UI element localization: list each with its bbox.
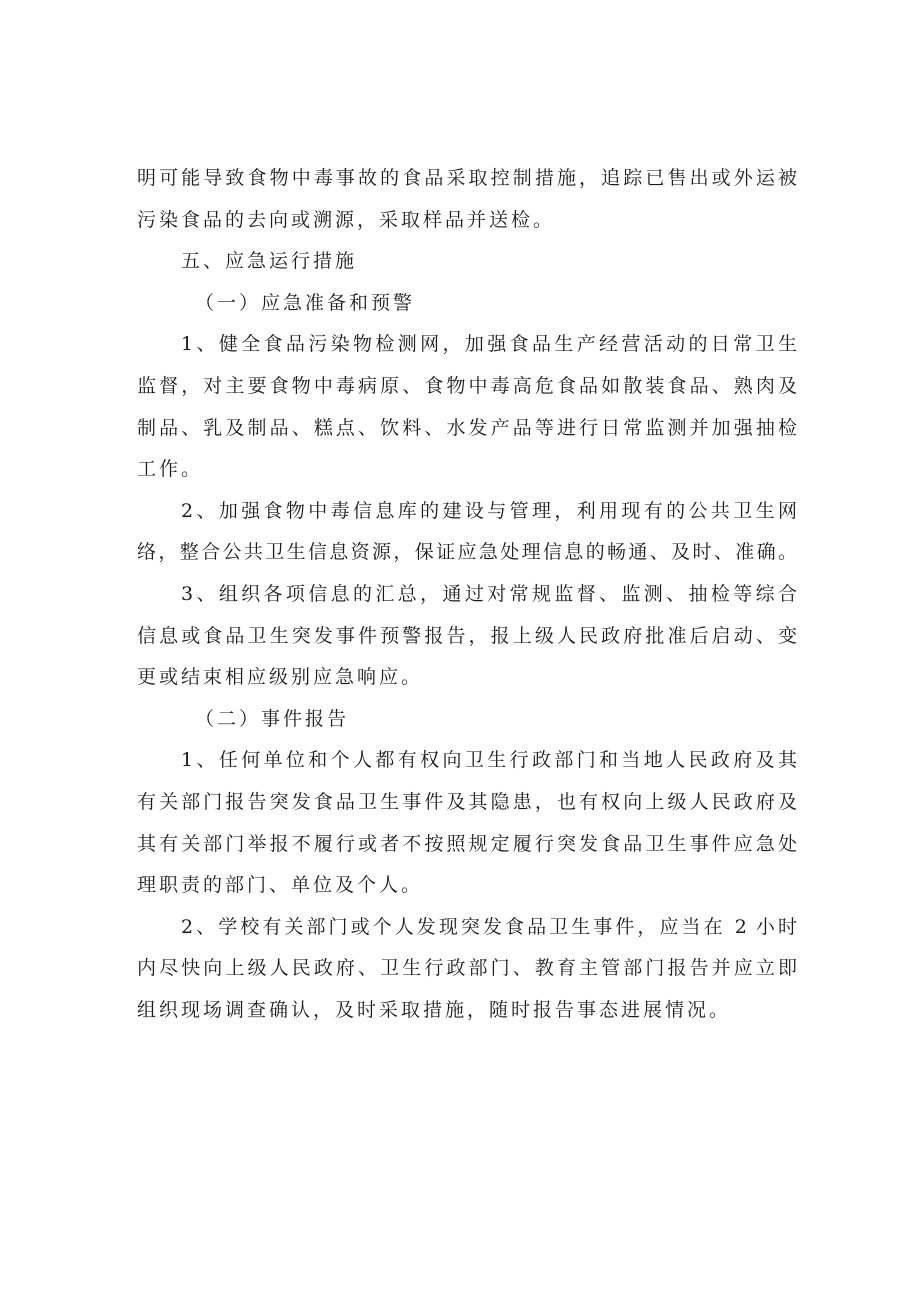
body-line: 1、任何单位和个人都有权向卫生行政部门和当地人民政府及其 <box>181 749 797 772</box>
body-line: 2、学校有关部门或个人发现突发食品卫生事件，应当在 2 小时 <box>181 915 797 938</box>
body-line: 理职责的部门、单位及个人。 <box>137 874 424 897</box>
body-line: 监督，对主要食物中毒病原、食物中毒高危食品如散装食品、熟肉及 <box>137 374 797 397</box>
section-heading: 五、应急运行措施 <box>181 250 358 273</box>
body-line: 信息或食品卫生突发事件预警报告，报上级人民政府批准后启动、变 <box>137 624 797 647</box>
body-line: 有关部门报告突发食品卫生事件及其隐患，也有权向上级人民政府及 <box>137 790 797 813</box>
body-line: 2、加强食物中毒信息库的建设与管理，利用现有的公共卫生网 <box>181 499 797 522</box>
body-line: 3、组织各项信息的汇总，通过对常规监督、监测、抽检等综合 <box>181 582 797 605</box>
body-line: 制品、乳及制品、糕点、饮料、水发产品等进行日常监测并加强抽检 <box>137 416 797 439</box>
body-line: 工作。 <box>137 458 204 481</box>
body-line: 污染食品的去向或溯源，采取样品并送检。 <box>137 208 556 231</box>
body-line: 其有关部门举报不履行或者不按照规定履行突发食品卫生事件应急处 <box>137 832 797 855</box>
document-body <box>137 158 797 1031</box>
subsection-heading: （二）事件报告 <box>195 707 350 730</box>
subsection-heading: （一）应急准备和预警 <box>195 291 416 314</box>
body-line: 1、健全食品污染物检测网，加强食品生产经营活动的日常卫生 <box>181 333 797 356</box>
body-line: 明可能导致食物中毒事故的食品采取控制措施，追踪已售出或外运被 <box>137 167 797 189</box>
body-line: 更或结束相应级别应急响应。 <box>137 666 424 689</box>
body-line: 内尽快向上级人民政府、卫生行政部门、教育主管部门报告并应立即 <box>137 957 797 980</box>
body-line: 组织现场调查确认，及时采取措施，随时报告事态进展情况。 <box>137 998 732 1021</box>
body-line: 络，整合公共卫生信息资源，保证应急处理信息的畅通、及时、准确。 <box>137 541 797 564</box>
